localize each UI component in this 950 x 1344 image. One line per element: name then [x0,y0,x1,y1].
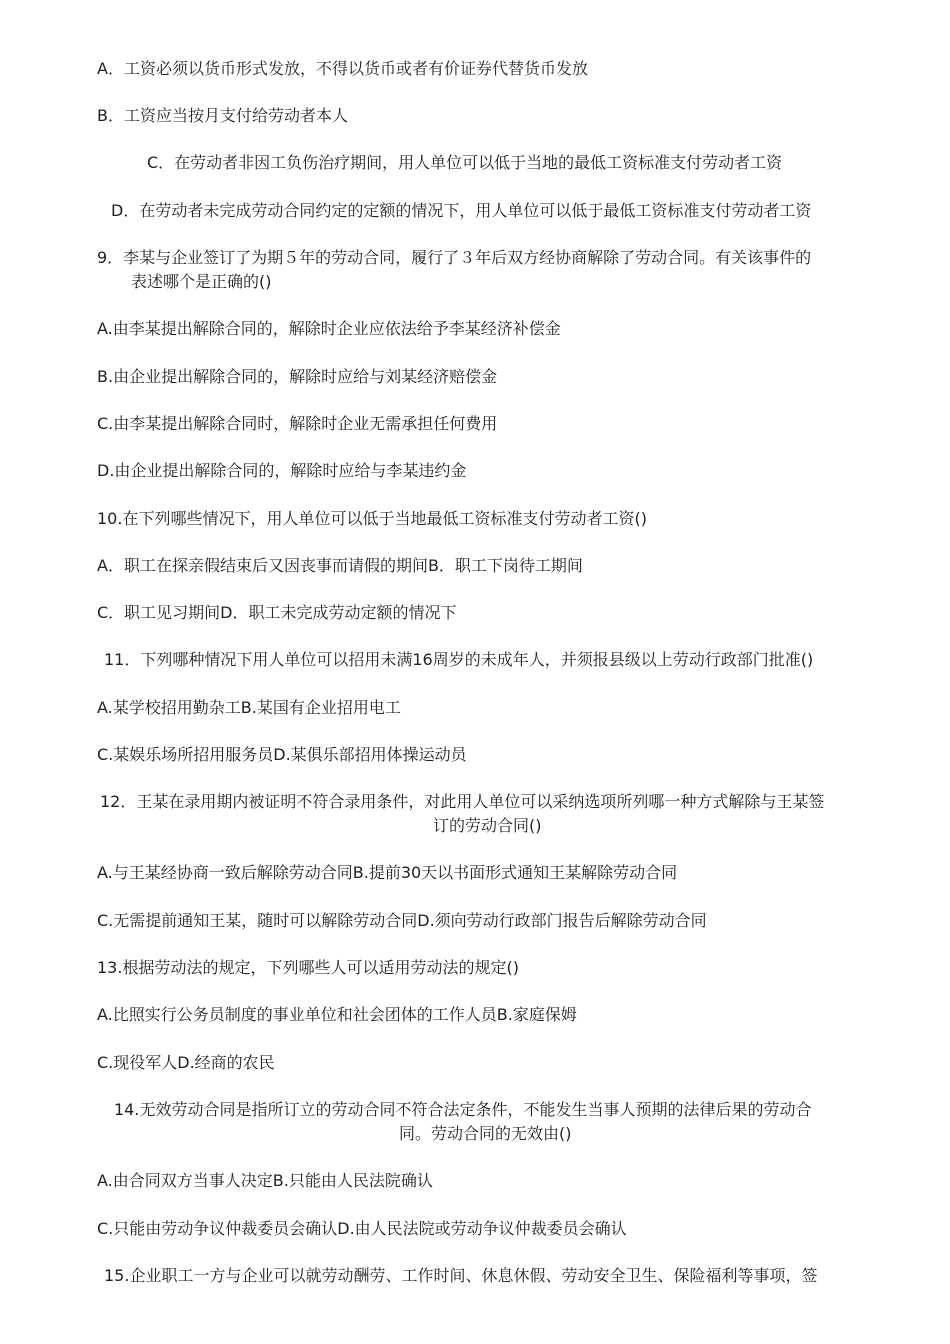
q9-option-b: B.由企业提出解除合同的，解除时应给与刘某经济赔偿金 [97,367,498,386]
q9-option-d: D.由企业提出解除合同的，解除时应给与李某违约金 [97,461,467,480]
question-14-line-1: 14.无效劳动合同是指所订立的劳动合同不符合法定条件，不能发生当事人预期的法律后果的劳动合 [114,1100,812,1119]
question-9-line-2: 表述哪个是正确的() [131,272,272,291]
q11-options-cd: C.某娱乐场所招用服务员D.某俱乐部招用体操运动员 [97,745,467,764]
q10-options-cd: C．职工见习期间D．职工未完成劳动定额的情况下 [97,603,457,622]
question-9-line-1: 9．李某与企业签订了为期５年的劳动合同，履行了３年后双方经协商解除了劳动合同。有关该事件的 [97,248,812,267]
q10-options-ab: A．职工在探亲假结束后又因丧事而请假的期间B．职工下岗待工期间 [97,556,583,575]
q14-options-ab: A.由合同双方当事人决定B.只能由人民法院确认 [97,1171,433,1190]
question-14-line-2: 同。劳动合同的无效由() [399,1124,572,1143]
question-15-line-1: 15.企业职工一方与企业可以就劳动酬劳、工作时间、休息休假、劳动安全卫生、保险福利等事项，签 [104,1266,818,1285]
q9-option-c: C.由李某提出解除合同时，解除时企业无需承担任何费用 [97,414,498,433]
question-13: 13.根据劳动法的规定，下列哪些人可以适用劳动法的规定() [97,958,519,977]
q12-options-cd: C.无需提前通知王某，随时可以解除劳动合同D.须向劳动行政部门报告后解除劳动合同 [97,911,707,930]
question-10: 10.在下列哪些情况下，用人单位可以低于当地最低工资标准支付劳动者工资() [97,509,647,528]
option-c-wage-injury: C．在劳动者非因工负伤治疗期间，用人单位可以低于当地的最低工资标准支付劳动者工资 [147,153,783,172]
question-12-line-2: 订的劳动合同() [433,816,542,835]
q11-options-ab: A.某学校招用勤杂工B.某国有企业招用电工 [97,698,401,717]
q13-options-cd: C.现役军人D.经商的农民 [97,1053,275,1072]
q14-options-cd: C.只能由劳动争议仲裁委员会确认D.由人民法院或劳动争议仲裁委员会确认 [97,1219,627,1238]
question-11: 11．下列哪种情况下用人单位可以招用未满16周岁的未成年人，并须报县级以上劳动行政部门批准() [104,650,814,669]
option-d-wage-quota: D．在劳动者未完成劳动合同约定的定额的情况下，用人单位可以低于最低工资标准支付劳动者工资 [111,201,812,220]
q13-options-ab: A.比照实行公务员制度的事业单位和社会团体的工作人员B.家庭保姆 [97,1005,577,1024]
option-a-wage-currency: A．工资必须以货币形式发放，不得以货币或者有价证券代替货币发放 [97,59,588,78]
q12-options-ab: A.与王某经协商一致后解除劳动合同B.提前30天以书面形式通知王某解除劳动合同 [97,863,678,882]
q9-option-a: A.由李某提出解除合同的，解除时企业应依法给予李某经济补偿金 [97,319,561,338]
option-b-wage-monthly: B．工资应当按月支付给劳动者本人 [97,106,348,125]
question-12-line-1: 12．王某在录用期内被证明不符合录用条件，对此用人单位可以采纳选项所列哪一种方式解除与王某签 [100,792,825,811]
